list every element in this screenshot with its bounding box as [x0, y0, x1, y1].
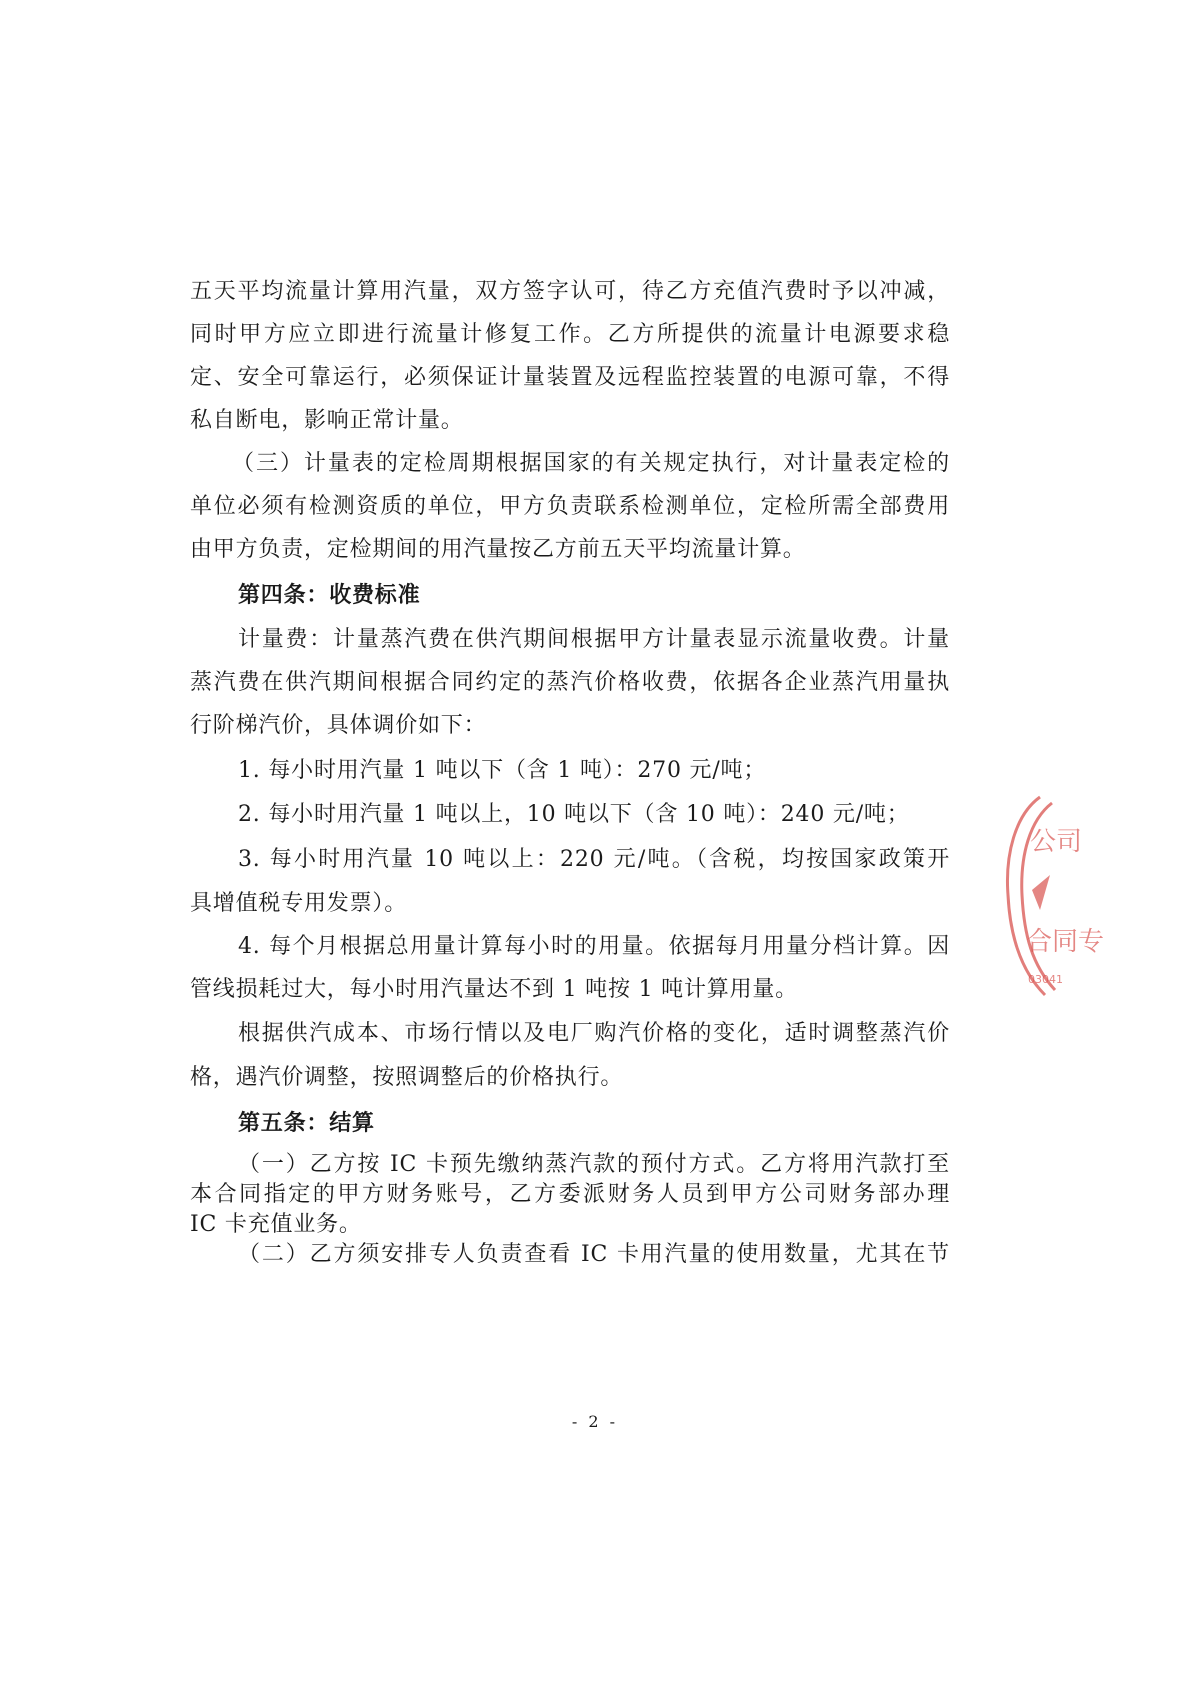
body-line: 根据供汽成本、市场行情以及电厂购汽价格的变化，适时调整蒸汽价 — [238, 1021, 950, 1046]
price-tier-1: 1. 每小时用汽量 1 吨以下（含 1 吨）：270 元/吨； — [238, 758, 767, 783]
body-line: 具增值税专用发票）。 — [190, 891, 408, 916]
price-tier-2: 2. 每小时用汽量 1 吨以上，10 吨以下（含 10 吨）：240 元/吨； — [238, 802, 910, 827]
body-line: 格，遇汽价调整，按照调整后的价格执行。 — [190, 1065, 624, 1090]
body-line: 由甲方负责，定检期间的用汽量按乙方前五天平均流量计算。 — [190, 537, 806, 562]
article-5-heading: 第五条：结算 — [238, 1110, 375, 1136]
body-line: 定、安全可靠运行，必须保证计量装置及远程监控装置的电源可靠，不得 — [190, 365, 950, 390]
body-line: 五天平均流量计算用汽量，双方签字认可，待乙方充值汽费时予以冲减， — [190, 279, 950, 304]
clause-3-line: （三）计量表的定检周期根据国家的有关规定执行，对计量表定检的 — [232, 451, 950, 476]
settlement-line: 本合同指定的甲方财务账号，乙方委派财务人员到甲方公司财务部办理 — [190, 1182, 950, 1207]
seal-mid-text: 合同专 — [1026, 927, 1105, 957]
seal-number: 03041 — [1028, 973, 1063, 986]
body-line: 蒸汽费在供汽期间根据合同约定的蒸汽价格收费，依据各企业蒸汽用量执 — [190, 670, 950, 695]
settlement-line: （二）乙方须安排专人负责查看 IC 卡用汽量的使用数量，尤其在节 — [238, 1242, 950, 1267]
price-tier-3: 3. 每小时用汽量 10 吨以上：220 元/吨。（含税，均按国家政策开 — [238, 847, 950, 872]
body-line: 同时甲方应立即进行流量计修复工作。乙方所提供的流量计电源要求稳 — [190, 322, 950, 347]
body-line: 计量费：计量蒸汽费在供汽期间根据甲方计量表显示流量收费。计量 — [238, 627, 950, 652]
article-4-heading: 第四条：收费标准 — [238, 582, 421, 608]
seal-icon — [1000, 795, 1105, 1000]
body-line: 管线损耗过大，每小时用汽量达不到 1 吨按 1 吨计算用量。 — [190, 977, 798, 1002]
price-rule-4: 4. 每个月根据总用量计算每小时的用量。依据每月用量分档计算。因 — [238, 934, 950, 959]
body-line: 行阶梯汽价，具体调价如下： — [190, 713, 487, 738]
body-line: 私自断电，影响正常计量。 — [190, 408, 464, 433]
contract-seal — [1000, 795, 1105, 1000]
settlement-line: （一）乙方按 IC 卡预先缴纳蒸汽款的预付方式。乙方将用汽款打至 — [238, 1152, 950, 1177]
settlement-line: IC 卡充值业务。 — [190, 1212, 362, 1237]
seal-top-text: 公司 — [1030, 827, 1083, 857]
page-number: - 2 - — [571, 1412, 619, 1431]
body-line: 单位必须有检测资质的单位，甲方负责联系检测单位，定检所需全部费用 — [190, 494, 950, 519]
